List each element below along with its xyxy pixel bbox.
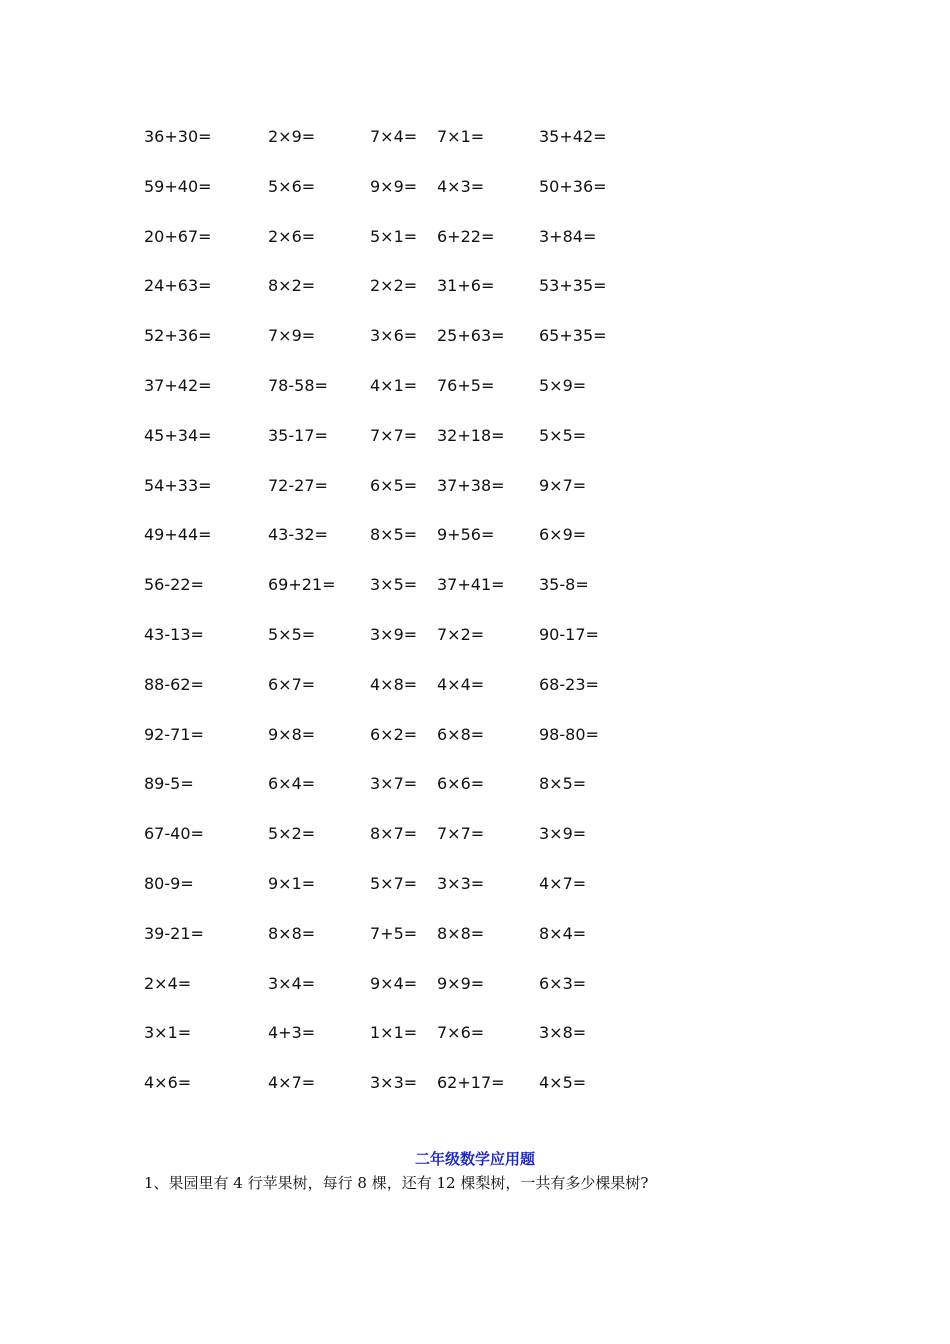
exercise-item: 76+5= — [437, 376, 495, 395]
exercise-row — [0, 472, 950, 500]
exercise-item: 7×4= — [370, 127, 418, 146]
exercise-item: 8×5= — [370, 525, 418, 545]
exercise-item: 6×4= — [268, 774, 316, 794]
exercise-item: 2×9= — [268, 127, 316, 146]
exercise-item: 5×6= — [268, 176, 316, 196]
exercise-item: 37+41= — [437, 575, 505, 595]
exercise-item: 3×5= — [370, 575, 418, 595]
exercise-item: 52+36= — [144, 326, 212, 346]
exercise-item: 5×1= — [370, 226, 418, 246]
exercise-row — [0, 272, 950, 300]
exercise-item: 6×8= — [437, 724, 485, 744]
exercise-row — [0, 1019, 950, 1047]
exercise-row — [0, 123, 950, 151]
exercise-item: 5×2= — [268, 824, 316, 844]
exercise-row — [0, 970, 950, 998]
exercise-item: 53+35= — [539, 276, 607, 296]
exercise-item: 9×7= — [539, 475, 587, 495]
exercise-item: 7+5= — [370, 923, 418, 943]
exercise-item: 3×9= — [370, 625, 418, 644]
exercise-item: 4×6= — [144, 1073, 192, 1093]
exercise-item: 8×8= — [437, 923, 485, 943]
word-problem-1: 1、果园里有 4 行苹果树，每行 8 棵，还有 12 棵梨树，一共有多少棵果树? — [144, 1174, 649, 1192]
exercise-item: 37+38= — [437, 475, 505, 495]
exercise-row — [0, 223, 950, 251]
exercise-item: 6×7= — [268, 674, 316, 694]
exercise-item: 69+21= — [268, 575, 336, 595]
exercise-item: 9×4= — [370, 973, 418, 993]
exercise-row — [0, 322, 950, 350]
exercise-item: 7×6= — [437, 1023, 485, 1043]
exercise-item: 35-17= — [268, 425, 328, 445]
exercise-item: 32+18= — [437, 425, 505, 445]
exercise-item: 8×5= — [539, 774, 587, 794]
exercise-item: 68-23= — [539, 674, 599, 694]
exercise-item: 24+63= — [144, 276, 212, 296]
exercise-item: 35+42= — [539, 127, 607, 146]
exercise-item: 9×1= — [268, 874, 316, 893]
exercise-item: 59+40= — [144, 176, 212, 196]
exercise-item: 4+3= — [268, 1023, 316, 1043]
exercise-item: 25+63= — [437, 326, 505, 346]
exercise-item: 80-9= — [144, 874, 194, 893]
exercise-item: 54+33= — [144, 475, 212, 495]
exercise-item: 56-22= — [144, 575, 204, 595]
exercise-item: 1×1= — [370, 1023, 418, 1043]
exercise-item: 3×4= — [268, 973, 316, 993]
exercise-item: 49+44= — [144, 525, 212, 545]
exercise-item: 6+22= — [437, 226, 495, 246]
exercise-item: 8×4= — [539, 923, 587, 943]
exercise-item: 65+35= — [539, 326, 607, 346]
exercise-item: 20+67= — [144, 226, 212, 246]
exercise-item: 67-40= — [144, 824, 204, 844]
exercise-row — [0, 721, 950, 749]
exercise-item: 3×3= — [370, 1073, 418, 1093]
exercise-item: 9×9= — [437, 973, 485, 993]
exercise-item: 5×5= — [268, 625, 316, 644]
exercise-row — [0, 521, 950, 549]
exercise-item: 45+34= — [144, 425, 212, 445]
exercise-row — [0, 621, 950, 649]
exercise-row — [0, 820, 950, 848]
exercise-item: 3+84= — [539, 226, 597, 246]
exercise-item: 4×4= — [437, 674, 485, 694]
exercise-row — [0, 770, 950, 798]
exercise-item: 5×9= — [539, 376, 587, 395]
exercise-item: 6×5= — [370, 475, 418, 495]
exercise-item: 89-5= — [144, 774, 194, 794]
exercise-item: 4×3= — [437, 176, 485, 196]
exercise-item: 3×7= — [370, 774, 418, 794]
exercise-row — [0, 372, 950, 400]
exercise-item: 4×7= — [268, 1073, 316, 1093]
exercise-row — [0, 870, 950, 898]
exercise-item: 78-58= — [268, 376, 328, 395]
exercise-item: 72-27= — [268, 475, 328, 495]
exercise-row — [0, 920, 950, 948]
exercise-row — [0, 671, 950, 699]
exercise-row — [0, 173, 950, 201]
exercise-item: 7×7= — [437, 824, 485, 844]
exercise-item: 3×9= — [539, 824, 587, 844]
exercise-item: 7×7= — [370, 425, 418, 445]
exercise-item: 9×9= — [370, 176, 418, 196]
exercise-item: 6×3= — [539, 973, 587, 993]
exercise-item: 4×8= — [370, 674, 418, 694]
exercise-item: 4×7= — [539, 874, 587, 893]
exercise-row — [0, 571, 950, 599]
exercise-item: 36+30= — [144, 127, 212, 146]
section-title: 二年级数学应用题 — [414, 1150, 535, 1168]
exercise-item: 35-8= — [539, 575, 589, 595]
exercise-item: 6×2= — [370, 724, 418, 744]
exercise-item: 39-21= — [144, 923, 204, 943]
exercise-item: 31+6= — [437, 276, 495, 296]
exercise-item: 4×5= — [539, 1073, 587, 1093]
exercise-item: 5×5= — [539, 425, 587, 445]
exercise-item: 90-17= — [539, 625, 599, 644]
exercise-item: 9×8= — [268, 724, 316, 744]
exercise-item: 7×9= — [268, 326, 316, 346]
exercise-item: 3×8= — [539, 1023, 587, 1043]
exercise-item: 8×7= — [370, 824, 418, 844]
exercise-item: 50+36= — [539, 176, 607, 196]
exercise-item: 2×6= — [268, 226, 316, 246]
exercise-item: 3×6= — [370, 326, 418, 346]
exercise-item: 5×7= — [370, 874, 418, 893]
exercise-item: 92-71= — [144, 724, 204, 744]
exercise-item: 3×3= — [437, 874, 485, 893]
exercise-item: 3×1= — [144, 1023, 192, 1043]
exercise-item: 98-80= — [539, 724, 599, 744]
exercise-item: 37+42= — [144, 376, 212, 395]
exercise-item: 7×1= — [437, 127, 485, 146]
exercise-item: 6×6= — [437, 774, 485, 794]
exercise-item: 43-32= — [268, 525, 328, 545]
exercise-item: 2×4= — [144, 973, 192, 993]
exercise-item: 62+17= — [437, 1073, 505, 1093]
exercise-item: 43-13= — [144, 625, 204, 644]
exercise-item: 88-62= — [144, 674, 204, 694]
exercise-item: 8×2= — [268, 276, 316, 296]
exercise-row — [0, 422, 950, 450]
exercise-item: 4×1= — [370, 376, 418, 395]
exercise-row — [0, 1069, 950, 1097]
exercise-item: 8×8= — [268, 923, 316, 943]
exercise-item: 9+56= — [437, 525, 495, 545]
exercise-item: 6×9= — [539, 525, 587, 545]
exercise-item: 2×2= — [370, 276, 418, 296]
exercise-item: 7×2= — [437, 625, 485, 644]
